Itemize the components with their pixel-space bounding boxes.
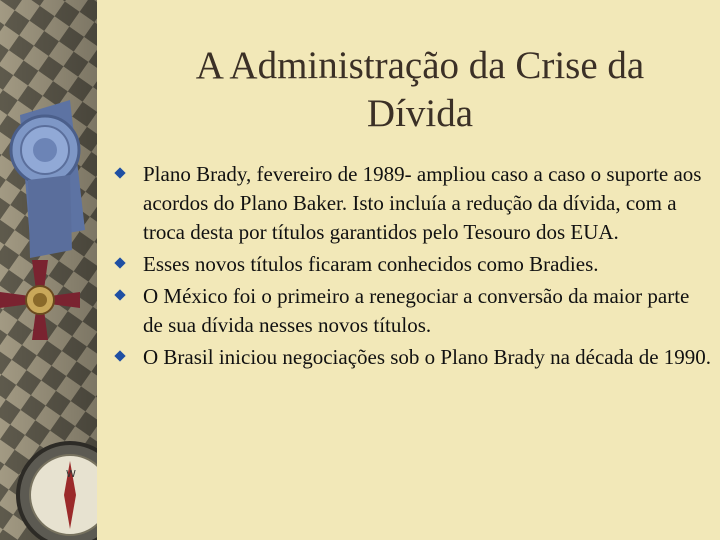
diamond-bullet-icon xyxy=(114,167,125,178)
slide-title-line-2: Dívida xyxy=(366,92,474,135)
bullet-text: O México foi o primeiro a renegociar a conversão da maior parte de sua dívida nesses novos títulos. xyxy=(143,284,690,337)
medal-compass-illustration xyxy=(0,0,97,540)
bullet-item xyxy=(112,282,712,340)
bullet-list xyxy=(112,160,712,375)
diamond-bullet-icon xyxy=(114,257,125,268)
diamond-bullet-icon xyxy=(114,289,125,300)
diamond-bullet-icon xyxy=(114,350,125,361)
bullet-text: Plano Brady, fevereiro de 1989- ampliou caso a caso o suporte aos acordos do Plano Baker. Isto incluía a redução da dívida, com a troca desta por títulos garantidos pelo Tesouro dos EUA. xyxy=(143,162,702,244)
slide-title-line-1: A Administração da Crise da xyxy=(195,44,645,87)
svg-text:W: W xyxy=(66,469,76,480)
sidebar-decorative-image xyxy=(0,0,97,540)
bullet-item xyxy=(112,160,712,247)
bullet-item xyxy=(112,250,712,279)
bullet-text: O Brasil iniciou negociações sob o Plano Brady na década de 1990. xyxy=(143,345,712,369)
bullet-item xyxy=(112,343,712,372)
bullet-text: Esses novos títulos ficaram conhecidos como Bradies. xyxy=(143,252,599,276)
slide-title xyxy=(120,42,720,138)
